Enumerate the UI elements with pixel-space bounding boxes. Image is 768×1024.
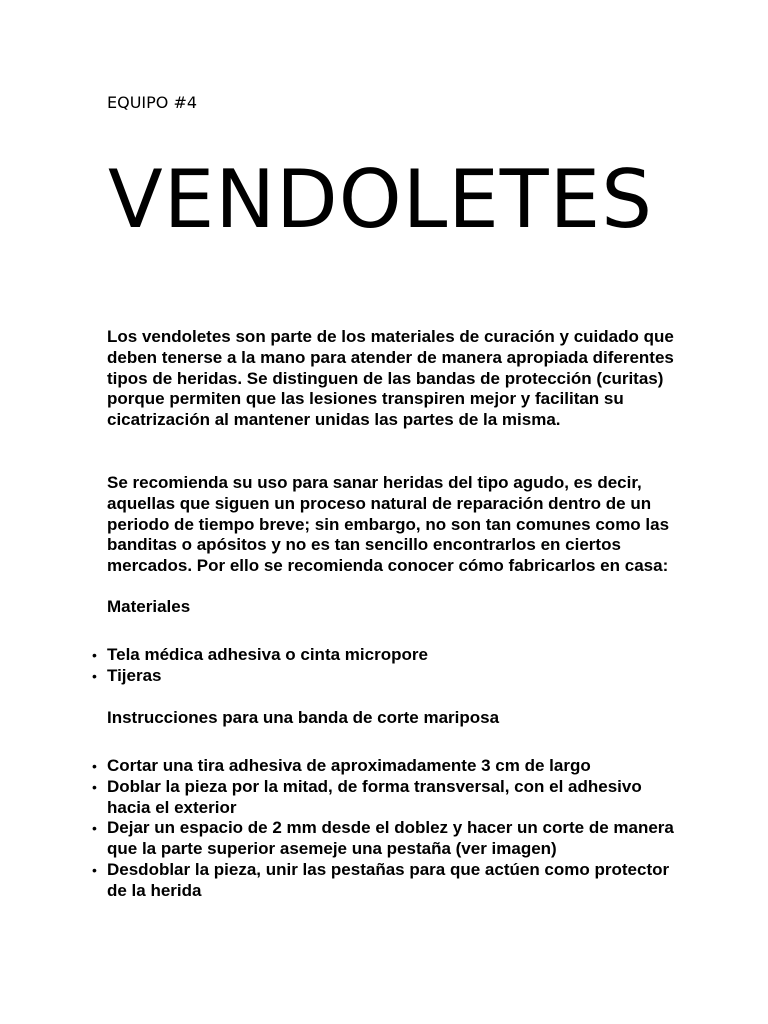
instructions-heading: Instrucciones para una banda de corte mariposa (107, 708, 500, 727)
team-label: EQUIPO #4 (107, 93, 198, 112)
bullet-icon: • (92, 778, 97, 795)
bullet-icon: • (92, 667, 97, 684)
list-item (92, 665, 677, 687)
bullet-icon: • (92, 758, 97, 774)
instructions-list (92, 756, 677, 902)
bullet-icon: • (92, 820, 97, 837)
list-item (92, 776, 677, 819)
materials-heading: Materiales (107, 597, 191, 616)
step-text: Cortar una tira adhesiva de aproximadamente 3 cm de largo (107, 756, 591, 775)
list-item (92, 818, 677, 860)
material-item-text: Tijeras (107, 665, 162, 685)
list-item (92, 756, 677, 777)
step-text: Desdoblar la pieza, unir las pestañas para que actúen como protector de la herida (107, 859, 670, 900)
page-title: VENDOLETES (108, 153, 653, 246)
bullet-icon: • (92, 861, 97, 878)
step-text: Dejar un espacio de 2 mm desde el doblez y hacer un corte de manera que la parte superior asemeje una pestaña (ver imagen) (107, 818, 674, 859)
list-item (92, 645, 677, 666)
step-text: Doblar la pieza por la mitad, de forma transversal, con el adhesivo hacia el exterior (107, 776, 642, 817)
material-item-text: Tela médica adhesiva o cinta micropore (107, 645, 428, 664)
recommendation-paragraph: Se recomienda su uso para sanar heridas del tipo agudo, es decir, aquellas que siguen un proceso natural de reparación dentro de un periodo de tiempo breve; sin embargo, no son tan comunes como las banditas o apósitos y no es tan sencillo encontrarlos en ciertos mercados. Por ello se recomienda conocer cómo fabricarlos en casa: (107, 473, 670, 576)
materials-list (92, 645, 677, 687)
bullet-icon: • (92, 647, 97, 663)
list-item (92, 859, 677, 902)
intro-paragraph: Los vendoletes son parte de los materiales de curación y cuidado que deben tenerse a la mano para atender de manera apropiada diferentes tipos de heridas. Se distinguen de las bandas de protección (curitas) porque permiten que las lesiones transpiren mejor y facilitan su cicatrización al mantener unidas las partes de la misma. (107, 327, 674, 430)
